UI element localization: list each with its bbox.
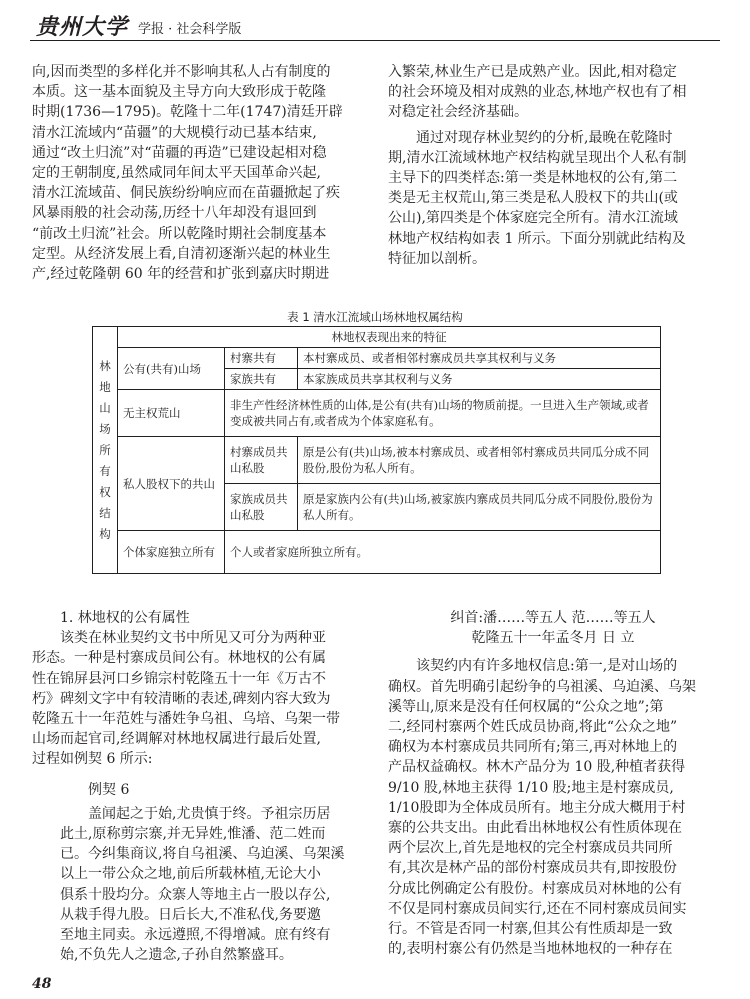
nomaster-label: 无主权荒山	[118, 390, 225, 437]
text-line: 通过对现存林业契约的分析,最晚在乾隆时	[416, 129, 673, 146]
private-family-label: 家族成员共山私股	[225, 484, 298, 531]
text-line: 二,经同村寨两个姓氏成员协商,将此“公众之地”	[388, 719, 678, 736]
text-line: 始,不负先人之遗念,子孙自然繁盛耳。	[60, 947, 293, 964]
signatories-line: 纠首:潘……等五人 范……等五人	[450, 610, 656, 626]
text-line: 已。今纠集商议,将自乌祖溪、乌迫溪、乌架溪	[60, 846, 345, 863]
text-line: 行。不管是否同一村寨,但其公有性质却是一致	[388, 921, 673, 938]
text-line: 向,因而类型的多样化并不影响其私人占有制度的	[32, 64, 331, 80]
text-line: 以上一带公众之地,前后所载林植,无论大小	[60, 866, 321, 883]
text-line: 乾隆五十一年范姓与潘姓争乌祖、乌培、乌架一带	[32, 711, 340, 728]
text-line: 清水江流域苗、侗民族纷纷响应而在苗疆掀起了疾	[32, 185, 340, 202]
bottom-left-column	[32, 608, 362, 965]
text-line: 入繁荣,林业生产已是成熟产业。因此,相对稳定	[388, 64, 677, 80]
running-header	[30, 6, 720, 41]
text-line: 1/10股即为全体成员所有。地主分成大概用于村	[388, 799, 686, 816]
text-line: 俱系十股均分。众寨人等地主占一股以存公,	[60, 886, 331, 903]
text-line: 9/10 股,林地主获得 1/10 股;地主是村寨成员,	[388, 779, 674, 796]
section-title: 1. 林地权的公有属性	[60, 610, 190, 626]
public-label: 公有(共有)山场	[118, 348, 225, 390]
family-label: 家族共有	[225, 369, 298, 390]
text-line: 林地产权结构如表 1 所示。下面分别就此结构及	[388, 230, 686, 247]
text-line: 通过“改土归流”对“苗疆的再造”已建设起相对稳	[32, 144, 327, 161]
private-village-text: 原是公有(共)山场,被本村寨成员、或者相邻村寨成员共同瓜分成不同股份,股份为私人所有。	[298, 437, 661, 484]
top-left-column	[32, 62, 362, 284]
page-number: 48	[32, 976, 52, 992]
text-line: 确权。首先明确引起纷争的乌祖溪、乌迫溪、乌架	[388, 678, 696, 695]
village-label: 村寨共有	[225, 348, 298, 369]
journal-subtitle: 学报 · 社会科学版	[138, 22, 242, 37]
private-label: 私人股权下的共山	[118, 437, 225, 531]
bottom-right-column	[388, 608, 718, 959]
text-line: 不仅是同村寨成员间实行,还在不同村寨成员间实	[388, 900, 687, 917]
text-line: 的,表明村寨公有仍然是当地林地权的一种存在	[388, 941, 673, 958]
text-line: 分成比例确定公有股份。村寨成员对林地的公有	[388, 880, 682, 897]
text-line: 的社会环境及相对成熟的业态,林地产权也有了相	[388, 84, 687, 101]
journal-logo: 贵州大学	[36, 14, 129, 40]
text-line: 期,清水江流域林地产权结构就呈现出个人私有制	[388, 149, 687, 166]
text-line: 清水江流域内“苗疆”的大规模行动已基本结束,	[32, 124, 317, 141]
text-line: 公山),第四类是个体家庭完全所有。清水江流域	[388, 210, 678, 227]
text-line: 产品权益确权。林木产品分为 10 股,种植者获得	[388, 759, 686, 776]
text-line: 至地主同卖。永远遵照,不得增减。庶有终有	[60, 927, 331, 944]
text-line: 特征加以剖析。	[388, 250, 486, 267]
text-line: 寨的公共支出。由此看出林地权公有性质体现在	[388, 820, 682, 837]
table-caption: 表 1 清水江流域山场林地权属结构	[287, 310, 463, 324]
text-line: 此土,原称剪宗寨,并无异姓,惟潘、范二姓而	[60, 826, 326, 843]
individual-text: 个人或者家庭所独立所有。	[225, 531, 661, 574]
text-line: 盖闻起之于始,尤贵慎于终。予祖宗历居	[88, 805, 331, 822]
family-text: 本家族成员共享其权利与义务	[298, 369, 661, 390]
text-line: 山场而起官司,经调解对林地权属进行最后处置,	[32, 731, 321, 748]
text-line: 类是无主权荒山,第三类是私人股权下的共山(或	[388, 190, 678, 207]
text-line: 有,其次是林产品的部份村寨成员共有,即按股份	[388, 860, 677, 877]
table-header: 林地权表现出来的特征	[118, 327, 661, 348]
text-line: 两个层次上,首先是地权的完全村寨成员共同所	[388, 840, 673, 857]
table-side-label: 林 地 山 场 所 有 权 结 构	[93, 327, 118, 574]
village-text: 本村寨成员、或者相邻村寨成员共享其权利与义务	[298, 348, 661, 369]
text-line: 主导下的四类样态:第一类是林地权的公有,第二	[388, 170, 678, 187]
text-line: 形态。一种是村寨成员间公有。林地权的公有属	[32, 650, 326, 667]
text-line: 溪等山,原来是没有任何权属的“公众之地”;第	[388, 698, 664, 715]
text-line: 从栽手得九股。日后长大,不准私伐,务要邀	[60, 906, 321, 923]
nomaster-text: 非生产性经济林性质的山体,是公有(共有)山场的物质前提。一旦进入生产领域,或者变成被共同占有,或者成为个体家庭私有。	[225, 390, 661, 437]
text-line: 产,经过乾隆朝 60 年的经营和扩张到嘉庆时期进	[32, 266, 330, 283]
text-line: 朽》碑刻文字中有较清晰的表述,碑刻内容大致为	[32, 690, 331, 707]
private-family-text: 原是家族内公有(共)山场,被家族内寨成员共同瓜分成不同股份,股份为私人所有。	[298, 484, 661, 531]
text-line: 该类在林业契约文书中所见又可分为两种亚	[60, 630, 326, 647]
text-line: 风暴雨般的社会动荡,历经十八年却没有退回到	[32, 205, 317, 222]
text-line: 对稳定社会经济基础。	[388, 104, 528, 121]
text-line: 确权为本村寨成员共同所有;第三,再对林地上的	[388, 739, 678, 756]
text-line: 定的王朝制度,虽然咸同年间太平天国革命兴起,	[32, 165, 321, 182]
text-line: 过程如例契 6 所示:	[32, 751, 153, 768]
private-village-label: 村寨成员共山私股	[225, 437, 298, 484]
text-line: 性在锦屏县河口乡锦宗村乾隆五十一年《万古不	[32, 670, 326, 687]
date-line: 乾隆五十一年孟冬月 日 立	[471, 630, 635, 647]
top-right-column	[388, 62, 718, 269]
text-line: 时期(1736—1795)。乾隆十二年(1747)清廷开辟	[32, 104, 343, 121]
example-label: 例契 6	[88, 781, 130, 798]
ownership-table	[92, 326, 661, 574]
text-line: 定型。从经济发展上看,自清初逐渐兴起的林业生	[32, 245, 331, 262]
text-line: “前改土归流”社会。所以乾隆时期社会制度基本	[32, 225, 327, 242]
text-line: 本质。这一基本面貌及主导方向大致形成于乾隆	[32, 84, 326, 101]
text-line: 该契约内有许多地权信息:第一,是对山场的	[416, 658, 678, 675]
individual-label: 个体家庭独立所有	[118, 531, 225, 574]
